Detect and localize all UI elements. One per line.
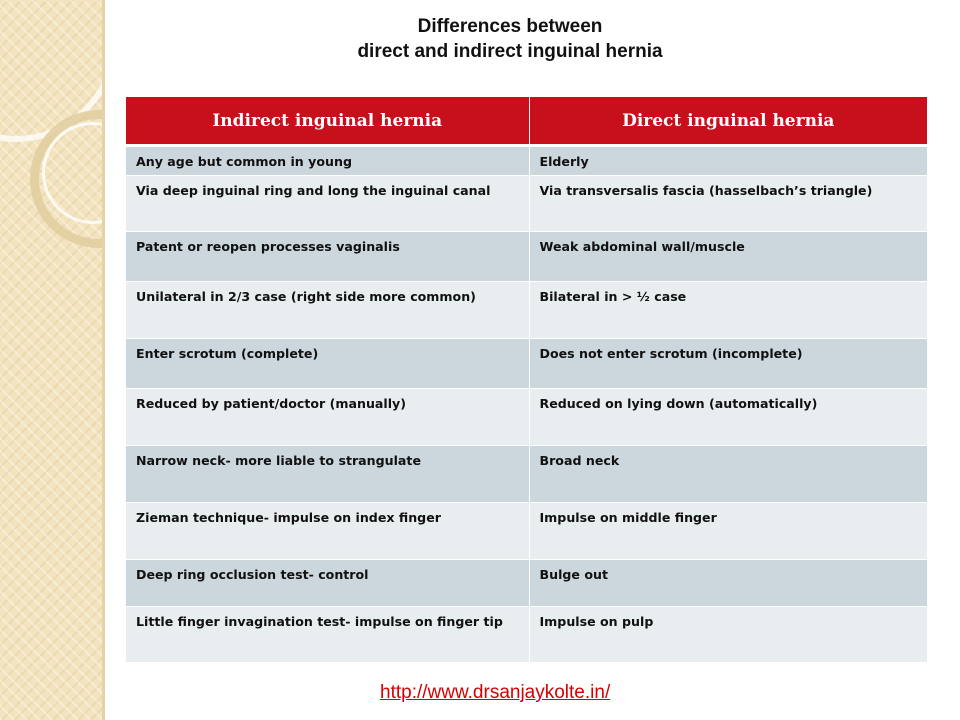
cell-direct: Via transversalis fascia (hasselbach’s triangle) [529,176,927,232]
cell-direct: Bulge out [529,560,927,607]
cell-direct: Elderly [529,146,927,176]
slide-title [230,14,790,64]
cell-indirect: Unilateral in 2/3 case (right side more common) [126,282,529,339]
table-row [126,282,927,339]
cell-indirect: Zieman technique- impulse on index finger [126,503,529,560]
title-line-2: direct and indirect inguinal hernia [357,41,663,62]
cell-direct: Reduced on lying down (automatically) [529,389,927,446]
table-row [126,446,927,503]
website-link[interactable]: http://www.drsanjaykolte.in/ [380,682,611,703]
table-row [126,176,927,232]
table-row [126,560,927,607]
header-direct: Direct inguinal hernia [529,97,927,146]
table-row [126,503,927,560]
cell-direct: Impulse on pulp [529,607,927,663]
title-line-1: Differences between [417,16,603,37]
cell-indirect: Patent or reopen processes vaginalis [126,232,529,282]
strip-edge [102,0,105,720]
cell-indirect: Reduced by patient/doctor (manually) [126,389,529,446]
cell-direct: Bilateral in > ½ case [529,282,927,339]
cell-indirect: Narrow neck- more liable to strangulate [126,446,529,503]
table-row [126,232,927,282]
table-row [126,607,927,663]
cell-indirect: Deep ring occlusion test- control [126,560,529,607]
table-row [126,146,927,176]
cell-indirect: Any age but common in young [126,146,529,176]
cell-indirect: Enter scrotum (complete) [126,339,529,389]
cell-direct: Impulse on middle finger [529,503,927,560]
header-indirect: Indirect inguinal hernia [126,97,529,146]
cell-direct: Weak abdominal wall/muscle [529,232,927,282]
table-header-row [126,97,927,146]
table-row [126,389,927,446]
cell-indirect: Via deep inguinal ring and long the inguinal canal [126,176,529,232]
table-row [126,339,927,389]
cell-indirect: Little finger invagination test- impulse on finger tip [126,607,529,663]
decorative-side-strip [0,0,105,720]
cell-direct: Does not enter scrotum (incomplete) [529,339,927,389]
comparison-table [126,97,927,663]
cell-direct: Broad neck [529,446,927,503]
